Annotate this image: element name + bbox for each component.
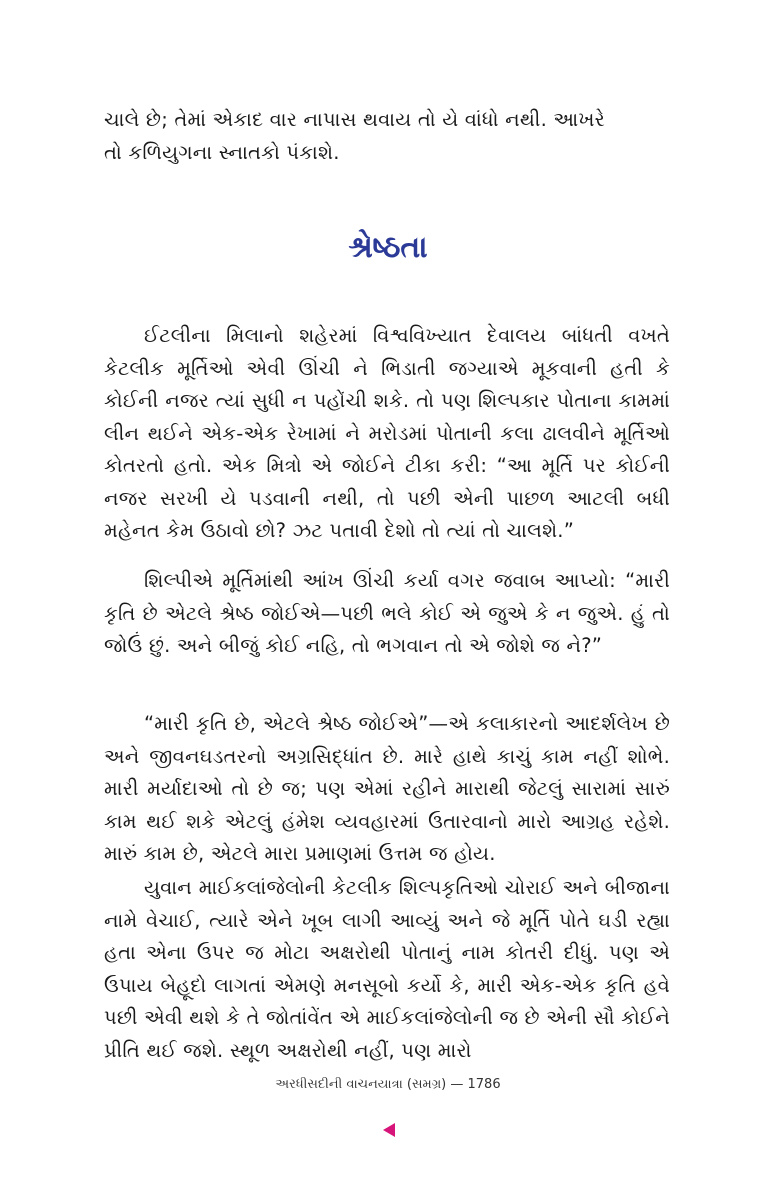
paragraph-milan-cathedral: ઈટલીના મિલાનો શહેરમાં વિશ્વવિખ્યાત દેવાલય બાંધતી વખતે કેટલીક મૂર્તિઓ એવી ઊંચી ને ભિડાતી જગ્યાએ મૂકવાની હતી કે કોઈની નજર ત્યાં સુધી ન પહોંચી શકે. તો પણ શિલ્પકાર પોતાના કામમાં લીન થઈને એક-એક રેખામાં ને મરોડમાં પોતાની કલા ઢાલવીને મૂર્તિઓ કોતરતો હતો. એક મિત્રો એ જોઈને ટીકા કરી: “આ મૂર્તિ પર કોઈની નજર સરખી યે પડવાની નથી, તો પછી એની પાછળ આટલી બધી મહેનત કેમ ઉઠાવો છો? ઝટ પતાવી દેશો તો ત્યાં તો ચાલશે.” [104, 324, 670, 542]
triangle-left-icon[interactable] [383, 1123, 395, 1137]
section-title: શ્રેષ્ઠતા [348, 230, 428, 265]
paragraph-sculptor-reply: શિલ્પીએ મૂર્તિમાંથી આંખ ઊંચી કર્યા વગર જવાબ આપ્યો: “મારી કૃતિ છે એટલે શ્રેષ્ઠ જોઈએ—પછી ભલે કોઈ એ જુએ કે ન જુએ. હું તો જોઉં છું. અને બીજું કોઈ નહિ, તો ભગવાન તો એ જોશે જ ને?” [104, 569, 670, 657]
paragraph-michelangelo: યુવાન માઈકલાંજેલોની કેટલીક શિલ્પકૃતિઓ ચોરાઈ અને બીજાના નામે વેચાઈ, ત્યારે એને ખૂબ લાગી આવ્યું અને જે મૂર્તિ પોતે ઘડી રહ્યા હતા એના ઉપર જ મોટા અક્ષરોથી પોતાનું નામ કોતરી દીધું. પણ એ ઉપાય બેહૂદો લાગતાં એમણે મનસૂબો કર્યો કે, મારી એક-એક કૃતિ હવે પછી એવી થશે કે તે જોતાંવેંત એ માઈકલાંજેલોની જ છે એની સૌ કોઈને પ્રીતિ થઈ જશે. સ્થૂળ અક્ષરોથી નહીં, પણ મારો [104, 876, 670, 1062]
page-footer: અરધીસદીની વાચનયાત્રા (સમગ્ર) — 1786 [275, 1077, 501, 1092]
intro-line-2: તો કળિયુગના સ્નાતકો પંકાશે. [104, 140, 340, 164]
intro-paragraph [104, 104, 670, 169]
paragraph-artist-ideal: “મારી કૃતિ છે, એટલે શ્રેષ્ઠ જોઈએ”—એ કલાકારનો આદર્શલેખ છે અને જીવનઘડતરનો અગ્રસિદ્ધાંત છે. મારે હાથે કાચું કામ નહીં શોભે. મારી મર્યાદાઓ તો છે જ; પણ એમાં રહીને મારાથી જેટલું સારામાં સારું કામ થઈ શકે એટલું હંમેશ વ્યવહારમાં ઉતારવાનો મારો આગ્રહ રહેશે. મારું કામ છે, એટલે મારા પ્રમાણમાં ઉત્તમ જ હોય. [104, 712, 670, 865]
intro-line-1: ચાલે છે; તેમાં એકાદ વાર નાપાસ થવાય તો યે વાંધો નથી. આખરે [104, 108, 605, 131]
